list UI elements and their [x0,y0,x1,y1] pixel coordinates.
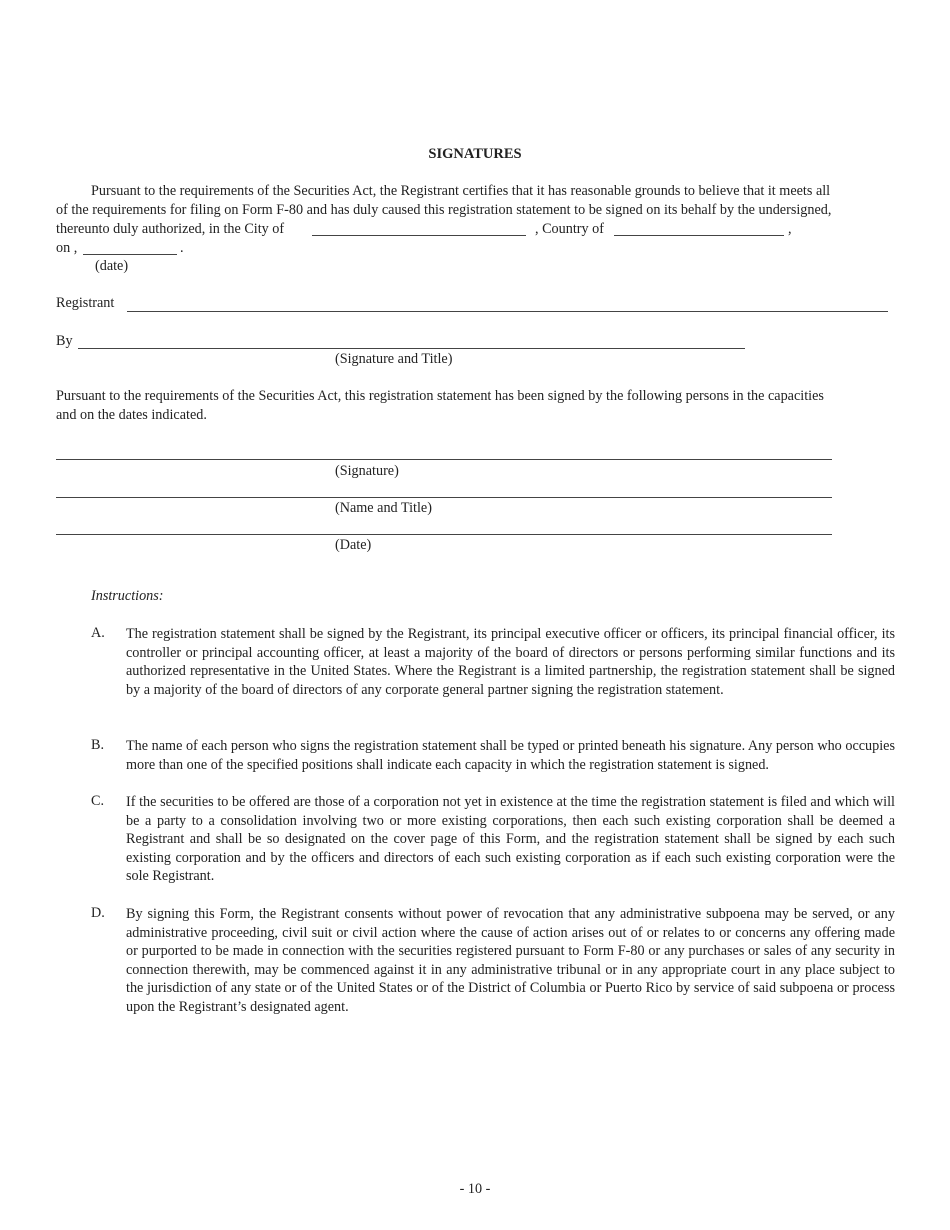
date-field[interactable] [83,254,177,255]
instruction-label: C. [91,793,105,809]
instruction-label: D. [91,905,105,921]
city-field[interactable] [312,235,526,236]
country-field[interactable] [614,235,784,236]
instruction-item-d [91,905,895,1017]
intro-line-4-prefix: on , [56,240,78,256]
by-label: By [56,333,73,349]
instructions-title: Instructions: [91,588,164,604]
registrant-field[interactable] [127,311,888,312]
page-title: SIGNATURES [428,146,522,162]
signature-and-title-caption: (Signature and Title) [335,351,453,367]
instruction-text: The name of each person who signs the registration statement shall be typed or printed beneath his signature. Any person who occupies more than one of the specified positions shall indicate each capacity in which the registration statement is signed. [126,738,895,773]
signature-persons-paragraph: Pursuant to the requirements of the Securities Act, this registration statement has been signed by the following persons in the capacities and on the dates indicated. [56,388,824,423]
date-caption: (date) [95,258,129,274]
instruction-text: By signing this Form, the Registrant consents without power of revocation that any administrative subpoena may be served, or any administrative proceeding, civil suit or civil action where the cause of action arises out of or relates to or concerns any offering made or purported to be made in connection with the securities registered pursuant to Form F-80 or any purchases or sales of any security in connection therewith, may be commenced against it in any administrative tribunal or in any appropriate court in any place subject to the jurisdiction of any state or of the United States or of the District of Columbia or Puerto Rico by service of said subpoena or process upon the Registrant’s designated agent. [126,906,895,1015]
instruction-item-b [91,737,895,774]
intro-line-3-mid: , Country of [535,221,604,237]
instruction-item-a [91,625,895,699]
by-signature-field[interactable] [78,348,745,349]
instruction-text: The registration statement shall be signed by the Registrant, its principal executive officer or officers, its principal financial officer, its controller or principal accounting officer, at least a majority of the board of directors or persons performing similar functions and its authorized representative in the United States. Where the Registrant is a limited partnership, the registration statement shall be signed by a majority of the board of directors of any corporate general partner signing the registration statement. [126,626,895,698]
signature-line[interactable] [56,459,832,460]
date-caption-2: (Date) [335,537,372,553]
signature-caption: (Signature) [335,463,399,479]
date-line[interactable] [56,534,832,535]
intro-line-3-suffix: , [788,221,792,237]
intro-line-1: Pursuant to the requirements of the Securities Act, the Registrant certifies that it has reasonable grounds to believe that it meets all [91,183,831,199]
intro-line-3-prefix: thereunto duly authorized, in the City of [56,221,285,237]
name-and-title-line[interactable] [56,497,832,498]
name-and-title-caption: (Name and Title) [335,500,432,516]
page-number: - 10 - [459,1181,491,1197]
intro-line-2: of the requirements for filing on Form F-80 and has duly caused this registration statement to be signed on its behalf by the undersigned, [56,202,832,218]
registrant-label: Registrant [56,295,115,311]
instruction-label: B. [91,737,105,753]
intro-line-4-suffix: . [180,240,184,256]
instruction-item-c [91,793,895,886]
instruction-text: If the securities to be offered are those of a corporation not yet in existence at the time the registration statement is filed and which will be a party to a consolidation involving two or more existing corporations, then each such existing corporation shall be deemed a Registrant and shall be so designated on the cover page of this Form, and the registration statement shall be signed by each such existing corporation and by the officers and directors of each such existing corporation as if each such existing corporation were the sole Registrant. [126,794,895,885]
instruction-label: A. [91,625,105,641]
